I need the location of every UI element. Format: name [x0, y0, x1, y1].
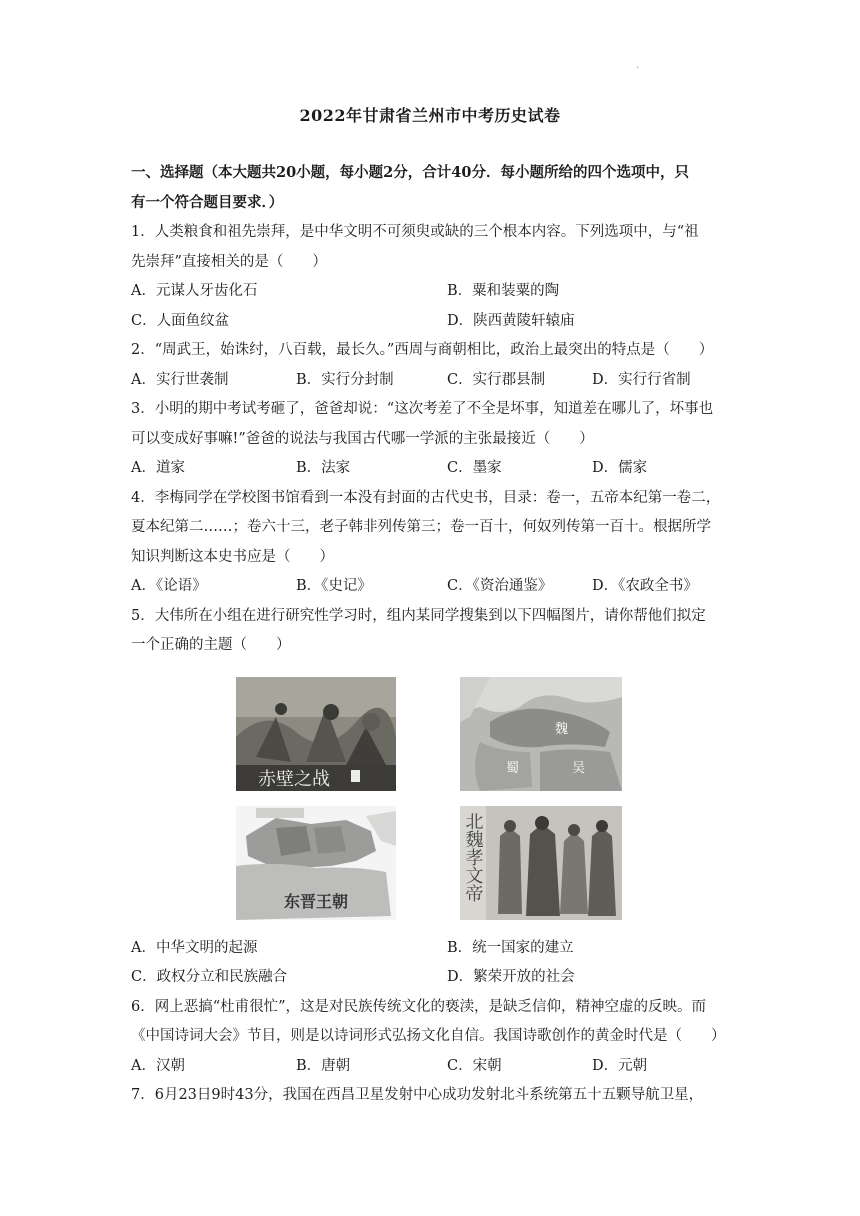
question-6-option-a: A．汉朝 — [131, 1058, 185, 1074]
page-title: 2022年甘肃省兰州市中考历史试卷 — [299, 106, 561, 125]
question-6-option-b: B．唐朝 — [296, 1058, 351, 1074]
question-3-line1: 3．小明的期中考试考砸了，爸爸却说：“这次考差了不全是坏事，知道差在哪儿了，坏事也 — [131, 401, 714, 417]
three-kingdoms-map-image — [460, 677, 622, 791]
question-7-line1: 7．6月23日9时43分，我国在西昌卫星发射中心成功发射北斗系统第五十五颗导航卫星， — [131, 1087, 704, 1103]
question-1-line1: 1．人类粮食和祖先崇拜，是中华文明不可须臾或缺的三个根本内容。下列选项中，与“祖 — [131, 224, 699, 240]
question-2-option-a: A．实行世袭制 — [131, 372, 229, 388]
question-4-option-c: C．《资治通鉴》 — [447, 578, 553, 594]
question-1-option-b: B．粟和装粟的陶 — [447, 283, 560, 299]
question-4-line1: 4．李梅同学在学校图书馆看到一本没有封面的古代史书，目录：卷一，五帝本纪第一卷二， — [131, 490, 721, 506]
question-5-line1: 5．大伟所在小组在进行研究性学习时，组内某同学搜集到以下四幅图片，请你帮他们拟定 — [131, 608, 706, 624]
question-3-option-a: A．道家 — [131, 460, 185, 476]
xiaowen-caption: 北魏孝文帝 — [462, 812, 484, 902]
question-2-option-d: D．实行行省制 — [592, 372, 691, 388]
question-5-option-d: D．繁荣开放的社会 — [447, 969, 575, 985]
question-5-option-b: B．统一国家的建立 — [447, 940, 574, 956]
question-3-option-b: B．法家 — [296, 460, 351, 476]
question-6-line2: 《中国诗词大会》节目，则是以诗词形式弘扬文化自信。我国诗歌创作的黄金时代是（ ） — [131, 1028, 726, 1044]
question-2-line1: 2．“周武王，始诛纣，八百载，最长久。”西周与商朝相比，政治上最突出的特点是（ ） — [131, 342, 714, 358]
chibi-caption: 赤壁之战 — [258, 769, 330, 790]
question-1-option-c: C．人面鱼纹盆 — [131, 313, 230, 329]
question-2-option-b: B．实行分封制 — [296, 372, 394, 388]
question-5-option-c: C．政权分立和民族融合 — [131, 969, 288, 985]
question-2-option-c: C．实行郡县制 — [447, 372, 546, 388]
question-4-option-a: A．《论语》 — [131, 578, 207, 594]
chibi-battle-image — [236, 677, 396, 791]
question-3-line2: 可以变成好事嘛!”爸爸的说法与我国古代哪一学派的主张最接近（ ） — [131, 431, 594, 447]
eastern-jin-caption: 东晋王朝 — [284, 892, 349, 911]
question-5-line2: 一个正确的主题（ ） — [131, 637, 291, 653]
section-heading-line1: 一、选择题（本大题共20小题，每小题2分，合计40分．每小题所给的四个选项中，只 — [131, 164, 689, 181]
question-4-line2: 夏本纪第二……；卷六十三，老子韩非列传第三；卷一百十，何奴列传第一百十。根据所学 — [131, 519, 711, 535]
question-4-option-d: D．《农政全书》 — [592, 578, 698, 594]
question-5-option-a: A．中华文明的起源 — [131, 940, 258, 956]
question-3-option-d: D．儒家 — [592, 460, 648, 476]
question-6-option-d: D．元朝 — [592, 1058, 648, 1074]
map-label-wei: 魏 — [555, 722, 569, 737]
page-dot: . — [636, 60, 640, 71]
question-4-line3: 知识判断这本史书应是（ ） — [131, 549, 334, 565]
question-1-option-d: D．陕西黄陵轩辕庙 — [447, 313, 575, 329]
question-1-option-a: A．元谋人牙齿化石 — [131, 283, 258, 299]
map-label-wu: 吴 — [572, 761, 586, 776]
xiaowen-emperor-image — [460, 806, 622, 920]
map-label-shu: 蜀 — [506, 761, 520, 776]
question-3-option-c: C．墨家 — [447, 460, 502, 476]
question-1-line2: 先崇拜”直接相关的是（ ） — [131, 254, 327, 270]
question-6-option-c: C．宋朝 — [447, 1058, 502, 1074]
question-4-option-b: B．《史记》 — [296, 578, 372, 594]
section-heading-line2: 有一个符合题目要求．） — [131, 194, 284, 211]
question-6-line1: 6．网上恶搞“杜甫很忙”，这是对民族传统文化的亵渎，是缺乏信仰，精神空虚的反映。而 — [131, 999, 707, 1015]
eastern-jin-map-image — [236, 806, 396, 920]
